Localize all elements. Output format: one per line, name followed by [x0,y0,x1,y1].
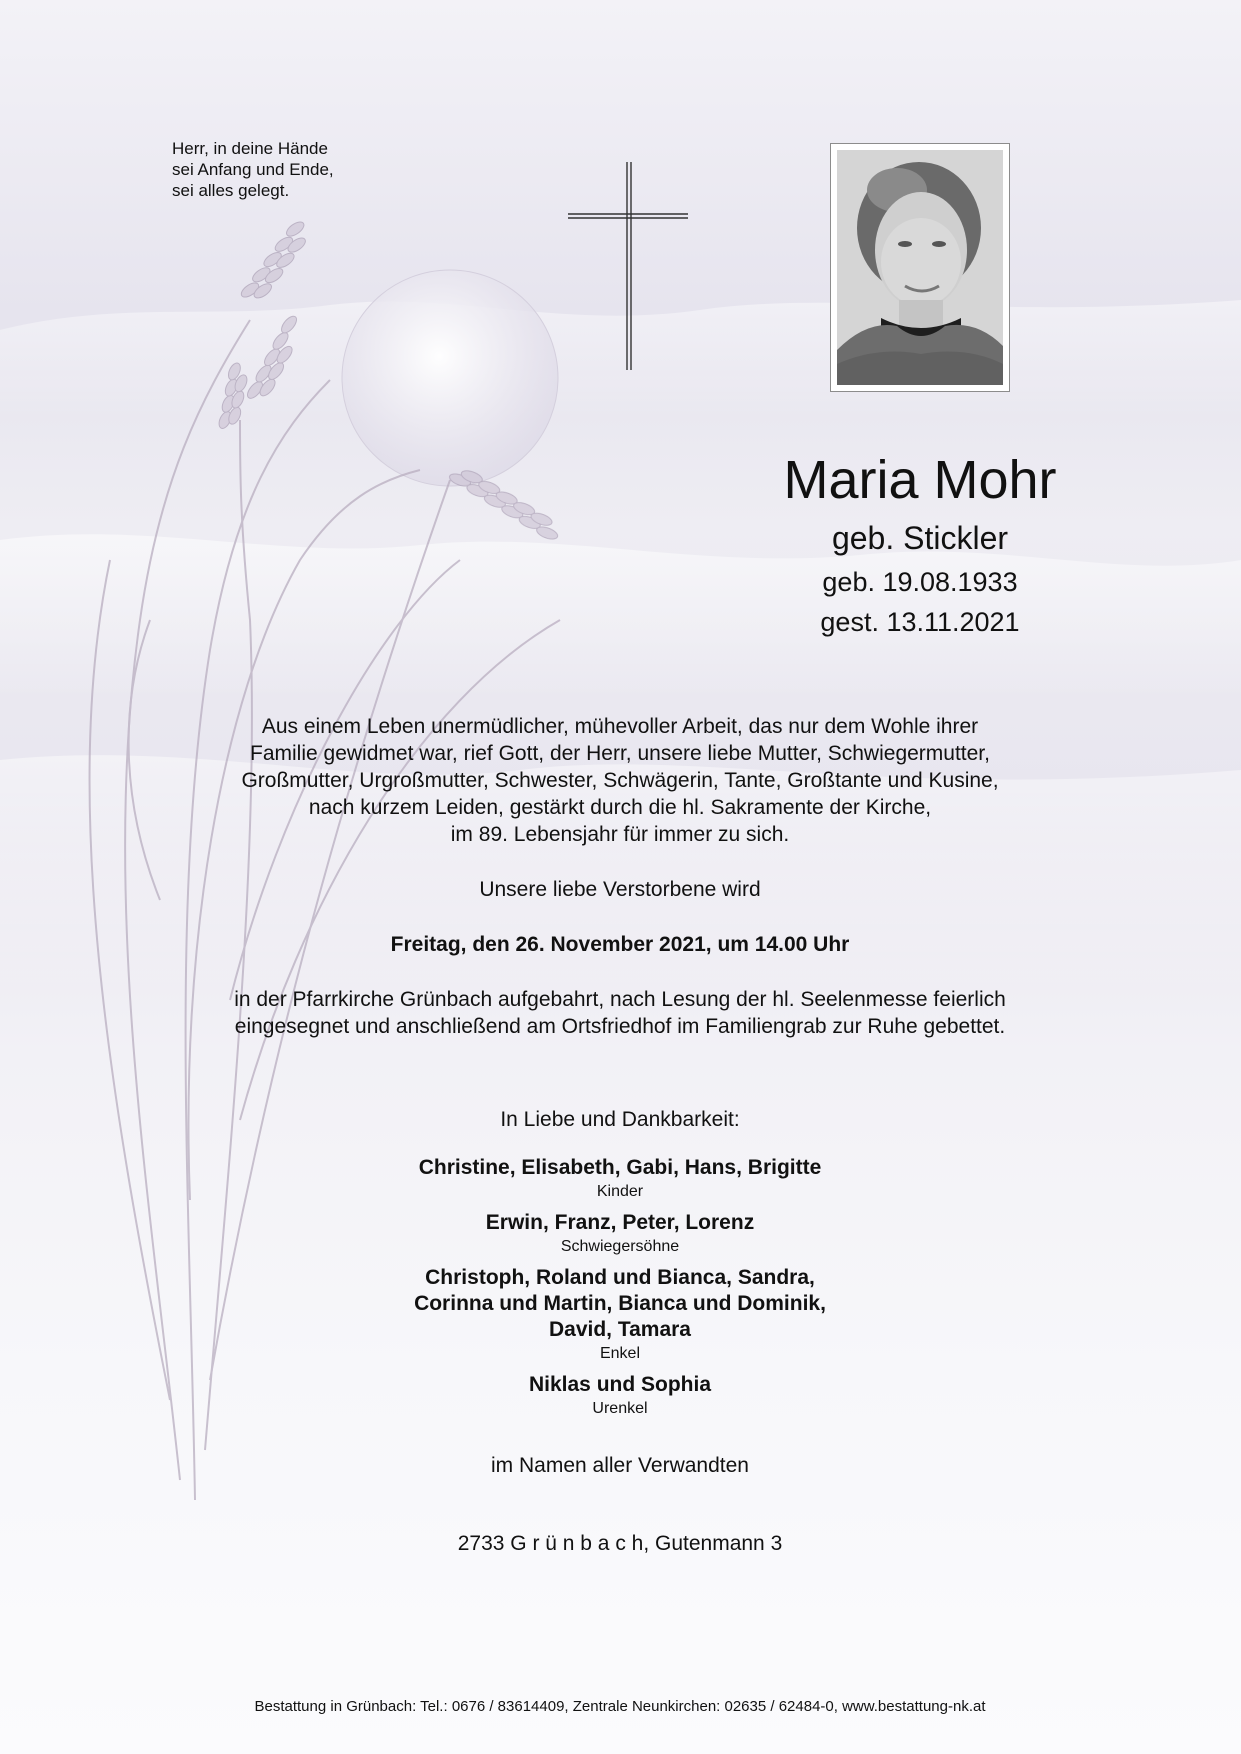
family-role: Kinder [596,1183,644,1200]
psalm-line: sei Anfang und Ende, [172,160,334,179]
intro-line: nach kurzem Leiden, gestärkt durch die hl. Sakramente der Kirche, [308,796,932,819]
family-names: Niklas und Sophia [528,1373,712,1396]
psalm-line: sei alles gelegt. [172,181,290,200]
thanks-heading: In Liebe und Dankbarkeit: [500,1108,740,1131]
funeral-date: Freitag, den 26. November 2021, um 14.00 Uhr [390,933,850,956]
funeral-paragraph [120,986,1120,1040]
family-group-grandchildren [220,1265,1020,1364]
family-group-children [220,1155,1020,1202]
family-list [220,1106,1020,1427]
funeral-line: in der Pfarrkirche Grünbach aufgebahrt, nach Lesung der hl. Seelenmesse feierlich [234,988,1006,1011]
funeral-home-footer: Bestattung in Grünbach: Tel.: 0676 / 83614409, Zentrale Neunkirchen: 02635 / 62484-0, www.bestattung-nk.at [254,1698,986,1715]
intro-line: Familie gewidmet war, rief Gott, der Herr, unsere liebe Mutter, Schwiegermutter, [250,742,990,765]
portrait-photo [837,150,1003,385]
birth-date: geb. 19.08.1933 [822,567,1018,597]
intro-line: Aus einem Leben unermüdlicher, mühevoller Arbeit, das nur dem Wohle ihrer [261,715,979,738]
family-names: Christoph, Roland und Bianca, Sandra, [425,1266,815,1289]
intro-line: Großmutter, Urgroßmutter, Schwester, Schwägerin, Tante, Großtante und Kusine, [241,769,999,792]
family-role: Enkel [599,1345,641,1362]
family-role: Schwiegersöhne [560,1238,680,1255]
funeral-line: eingesegnet und anschließend am Ortsfriedhof im Familiengrab zur Ruhe gebettet. [234,1015,1006,1038]
deceased-info [740,448,1100,642]
family-names: David, Tamara [548,1318,691,1341]
intro-line: im 89. Lebensjahr für immer zu sich. [450,823,790,846]
family-group-great-grandchildren [220,1372,1020,1419]
psalm-quote [172,138,334,201]
family-names: Erwin, Franz, Peter, Lorenz [485,1211,755,1234]
intro-paragraph [120,713,1120,848]
closing-line: im Namen aller Verwandten [491,1454,749,1477]
address: 2733 G r ü n b a c h, Gutenmann 3 [457,1532,783,1555]
deceased-line: Unsere liebe Verstorbene wird [479,878,761,901]
deceased-name: Maria Mohr [783,450,1057,510]
cross-icon [568,162,688,372]
psalm-line: Herr, in deine Hände [172,139,328,158]
portrait-frame [830,143,1010,392]
family-names: Corinna und Martin, Bianca und Dominik, [414,1292,826,1315]
obituary-text [120,713,1120,1040]
family-group-sons-in-law [220,1210,1020,1257]
maiden-name: geb. Stickler [831,520,1009,556]
family-role: Urenkel [592,1400,648,1417]
family-names: Christine, Elisabeth, Gabi, Hans, Brigitte [418,1156,822,1179]
death-date: gest. 13.11.2021 [820,607,1020,637]
